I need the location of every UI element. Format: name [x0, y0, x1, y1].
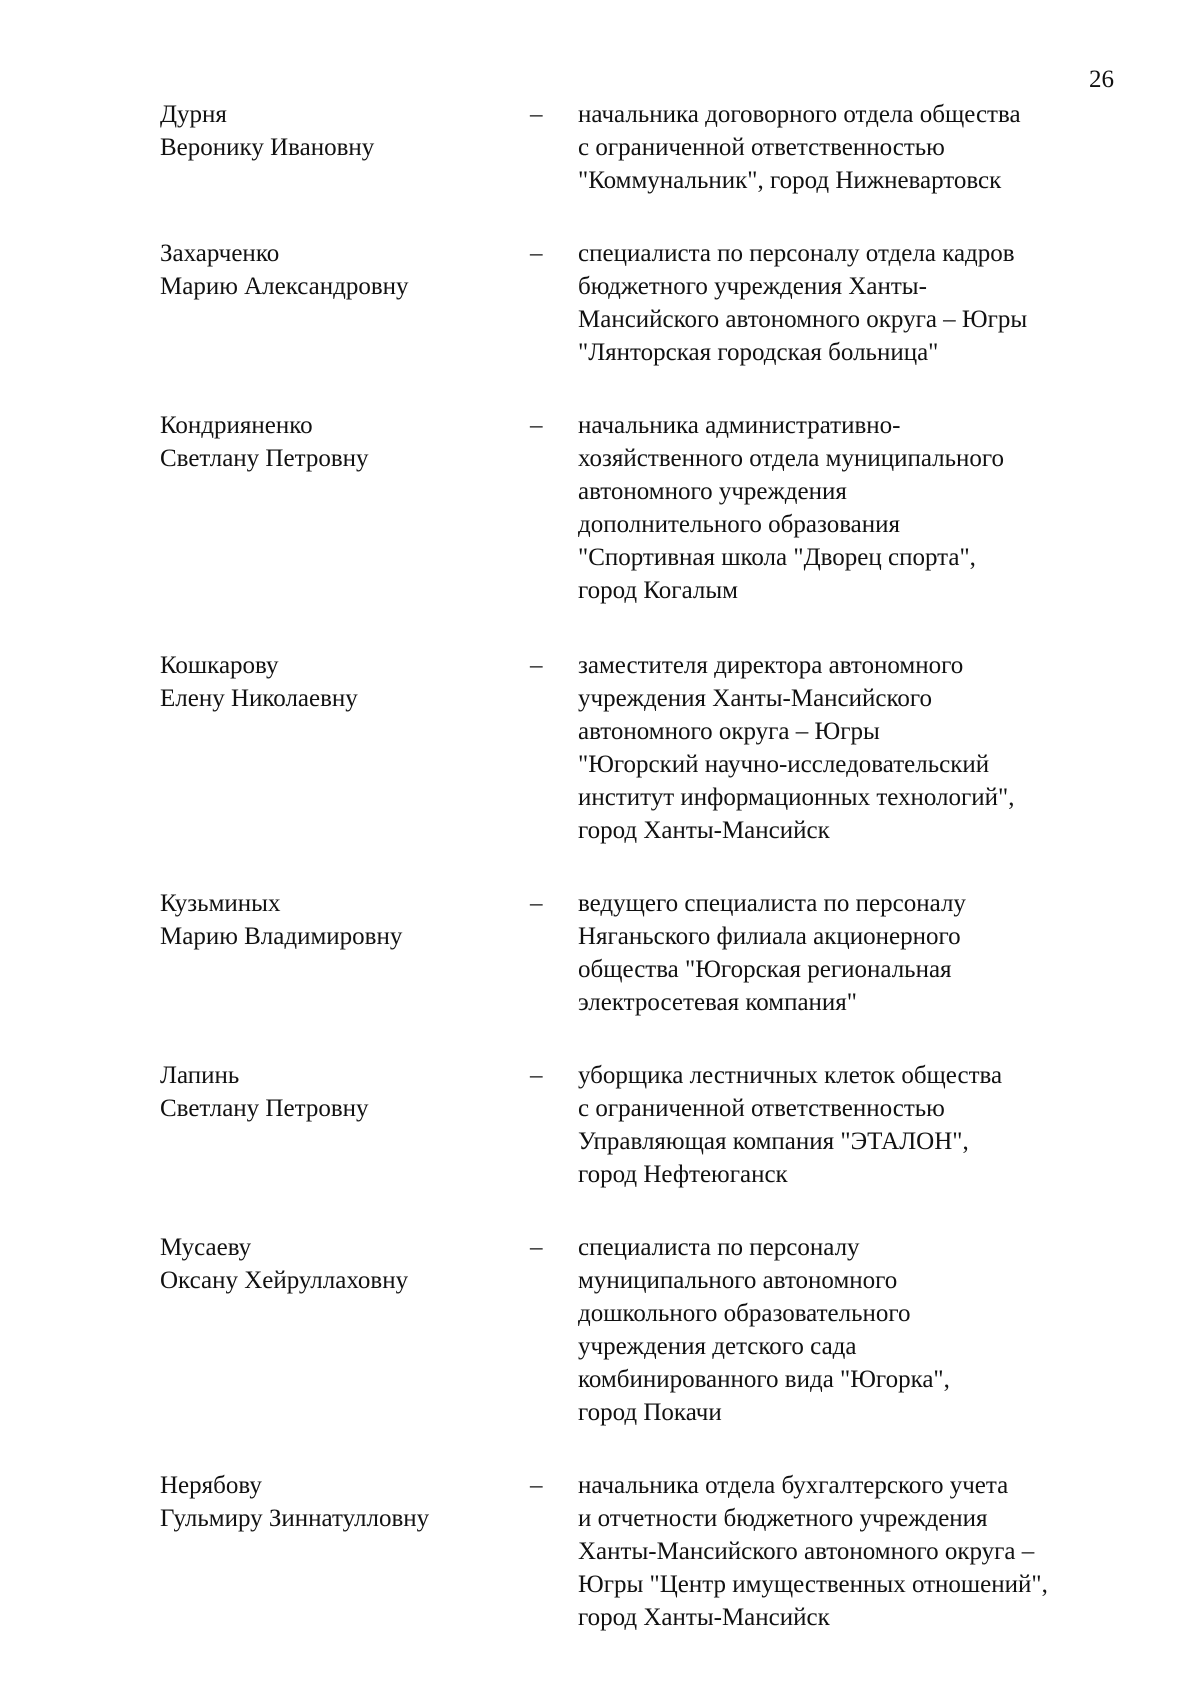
description-line: муниципального автономного: [578, 1267, 898, 1294]
position-description: [578, 237, 1118, 369]
person-name: [160, 887, 520, 953]
list-item: [0, 409, 1200, 607]
description-line: учреждения детского сада: [578, 1333, 857, 1360]
description-line: Управляющая компания "ЭТАЛОН",: [578, 1128, 969, 1155]
description-line: город Нефтеюганск: [578, 1161, 788, 1188]
description-line: дополнительного образования: [578, 511, 901, 538]
dash-separator: –: [530, 1234, 543, 1261]
given-name: Веронику Ивановну: [160, 134, 375, 161]
description-line: с ограниченной ответственностью: [578, 134, 945, 161]
list-item: [0, 1059, 1200, 1191]
dash-separator: –: [530, 890, 543, 917]
surname: Кузьминых: [160, 890, 281, 917]
description-line: Няганьского филиала акционерного: [578, 923, 961, 950]
given-name: Марию Владимировну: [160, 923, 403, 950]
dash-separator: –: [530, 1472, 543, 1499]
list-item: [0, 1231, 1200, 1429]
description-line: общества "Югорская региональная: [578, 956, 952, 983]
description-line: автономного округа – Югры: [578, 718, 880, 745]
description-line: ведущего специалиста по персоналу: [578, 890, 966, 917]
given-name: Марию Александровну: [160, 273, 409, 300]
position-description: [578, 1059, 1118, 1191]
list-item: [0, 98, 1200, 197]
description-line: начальника договорного отдела общества: [578, 101, 1021, 128]
position-description: [578, 409, 1118, 607]
description-line: уборщика лестничных клеток общества: [578, 1062, 1003, 1089]
surname: Мусаеву: [160, 1234, 252, 1261]
description-line: Мансийского автономного округа – Югры: [578, 306, 1028, 333]
given-name: Гульмиру Зиннатулловну: [160, 1505, 430, 1532]
surname: Дурня: [160, 101, 227, 128]
description-line: хозяйственного отдела муниципального: [578, 445, 1005, 472]
description-line: Югры "Центр имущественных отношений",: [578, 1571, 1048, 1598]
award-list: [0, 98, 1200, 1674]
description-line: "Лянторская городская больница": [578, 339, 939, 366]
surname: Кошкарову: [160, 652, 279, 679]
description-line: город Ханты-Мансийск: [578, 817, 830, 844]
person-name: [160, 1059, 520, 1125]
description-line: заместителя директора автономного: [578, 652, 964, 679]
surname: Кондрияненко: [160, 412, 313, 439]
description-line: "Спортивная школа "Дворец спорта",: [578, 544, 976, 571]
description-line: дошкольного образовательного: [578, 1300, 911, 1327]
description-line: комбинированного вида "Югорка",: [578, 1366, 950, 1393]
description-line: начальника административно-: [578, 412, 901, 439]
description-line: и отчетности бюджетного учреждения: [578, 1505, 988, 1532]
description-line: институт информационных технологий",: [578, 784, 1015, 811]
description-line: автономного учреждения: [578, 478, 847, 505]
description-line: Ханты-Мансийского автономного округа –: [578, 1538, 1035, 1565]
given-name: Оксану Хейруллаховну: [160, 1267, 409, 1294]
person-name: [160, 98, 520, 164]
list-item: [0, 1469, 1200, 1634]
description-line: специалиста по персоналу отдела кадров: [578, 240, 1015, 267]
position-description: [578, 1231, 1118, 1429]
dash-separator: –: [530, 240, 543, 267]
description-line: город Когалым: [578, 577, 738, 604]
description-line: начальника отдела бухгалтерского учета: [578, 1472, 1009, 1499]
person-name: [160, 1469, 520, 1535]
dash-separator: –: [530, 1062, 543, 1089]
position-description: [578, 98, 1118, 197]
description-line: город Ханты-Мансийск: [578, 1604, 830, 1631]
list-item: [0, 887, 1200, 1019]
position-description: [578, 1469, 1118, 1634]
position-description: [578, 649, 1118, 847]
given-name: Светлану Петровну: [160, 445, 369, 472]
person-name: [160, 1231, 520, 1297]
description-line: учреждения Ханты-Мансийского: [578, 685, 933, 712]
dash-separator: –: [530, 412, 543, 439]
dash-separator: –: [530, 101, 543, 128]
given-name: Светлану Петровну: [160, 1095, 369, 1122]
description-line: с ограниченной ответственностью: [578, 1095, 945, 1122]
person-name: [160, 649, 520, 715]
surname: Нерябову: [160, 1472, 262, 1499]
page-number: 26: [1089, 66, 1114, 93]
description-line: электросетевая компания": [578, 989, 858, 1016]
description-line: специалиста по персоналу: [578, 1234, 860, 1261]
person-name: [160, 409, 520, 475]
position-description: [578, 887, 1118, 1019]
surname: Лапинь: [160, 1062, 240, 1089]
dash-separator: –: [530, 652, 543, 679]
list-item: [0, 649, 1200, 847]
person-name: [160, 237, 520, 303]
given-name: Елену Николаевну: [160, 685, 358, 712]
description-line: город Покачи: [578, 1399, 722, 1426]
description-line: бюджетного учреждения Ханты-: [578, 273, 927, 300]
description-line: "Югорский научно-исследовательский: [578, 751, 990, 778]
surname: Захарченко: [160, 240, 280, 267]
list-item: [0, 237, 1200, 369]
description-line: "Коммунальник", город Нижневартовск: [578, 167, 1002, 194]
